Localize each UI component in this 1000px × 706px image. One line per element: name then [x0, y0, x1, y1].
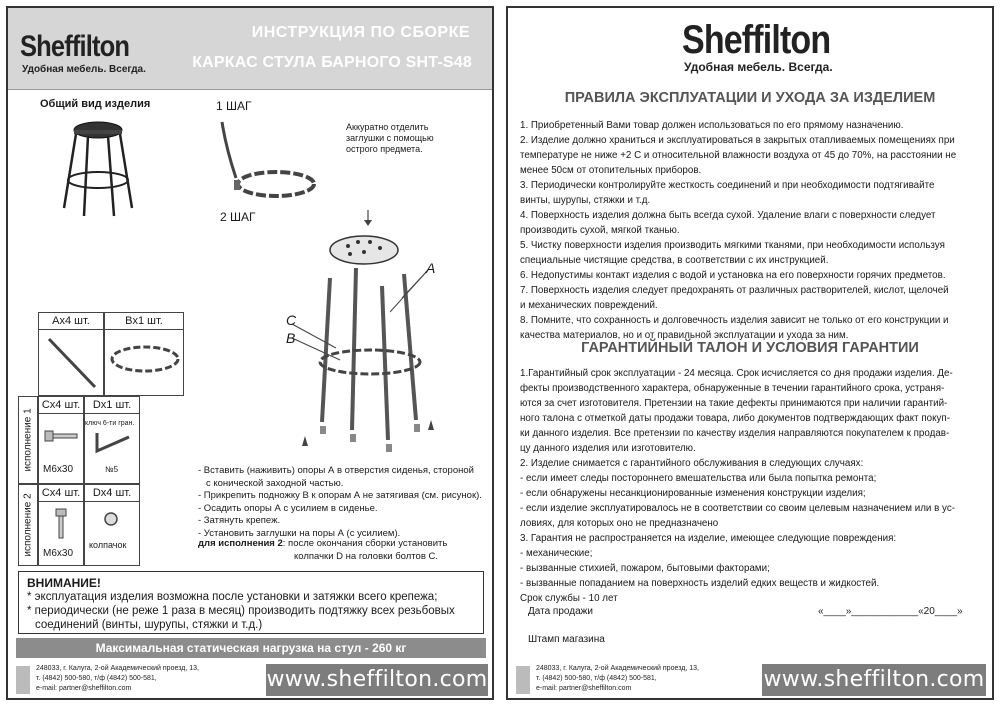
- rule-line: 6. Недопустимы контакт изделия с водой и установка на его поверхности горячих предметов.: [520, 270, 946, 281]
- brand-tagline: Удобная мебель. Всегда.: [22, 64, 146, 75]
- address-line: 248033, г. Калуга, 2-ой Академический проезд, 13,: [36, 665, 199, 672]
- assembly-instructions: [198, 465, 488, 540]
- guarantee-line: - механические;: [520, 548, 593, 559]
- instruction-line: - Осадить опоры А с усилием в сиденье.: [198, 502, 378, 514]
- variant-1-label: [18, 396, 38, 484]
- guarantee-line: фекты производственного характера, обнаруженные в течении гарантийного срока, устраня-: [520, 383, 945, 394]
- website-link[interactable]: www.sheffilton.com: [266, 664, 488, 696]
- guarantee-line: - если обнаружены несанкционированные изменения конструкции изделия;: [520, 488, 866, 499]
- step2-image: [278, 208, 448, 468]
- rule-line: 8. Помните, что сохранность и долговечность изделия зависит не только от его конструкции и: [520, 315, 949, 326]
- rule-line: менее 50см от отопительных приборов.: [520, 165, 702, 176]
- step1-note-line: Аккуратно отделить: [346, 122, 429, 132]
- rule-line: 1. Приобретенный Вами товар должен использоваться по его прямому назначению.: [520, 120, 904, 131]
- step2-label: 2 ШАГ: [220, 210, 256, 224]
- rule-line: температуре не ниже +2 С и относительной влажности воздуха от 45 до 70%, на расстоянии не: [520, 150, 957, 161]
- part-c2-cell: [38, 484, 84, 566]
- stamp-label: Штамп магазина: [528, 634, 605, 645]
- part-a-label: Ax4 шт.: [39, 313, 103, 330]
- guarantee-line: - если имеет следы постороннего вмешательства или была попытка ремонта;: [520, 473, 877, 484]
- rule-line: 3. Периодически контролируйте жесткость соединений и при необходимости подтягивайте: [520, 180, 935, 191]
- rule-line: 4. Поверхность изделия должна быть всегда сухой. Удаление влаги с поверхности следует: [520, 210, 936, 221]
- rule-line: 2. Изделие должно храниться и эксплуатироваться в закрытых отапливаемых помещениях при: [520, 135, 955, 146]
- part-b-cell: [104, 312, 184, 396]
- instruction-line: - Затянуть крепеж.: [198, 515, 281, 526]
- rule-line: 5. Чистку поверхности изделия производить мягкими тканями, при необходимости используя: [520, 240, 945, 251]
- rule-line: производить сухой, мягкой тканью.: [520, 225, 680, 236]
- guarantee-line: - вызванные попаданием на поверхность изделий едких веществ и жидкостей.: [520, 578, 880, 589]
- variant2-bold: для исполнения 2: [198, 538, 283, 549]
- cap-icon: [101, 509, 121, 529]
- rule-line: специальные чистящие средства, в соответствии с их инструкцией.: [520, 255, 829, 266]
- bolt-icon: [53, 507, 69, 541]
- guarantee-line: 1.Гарантийный срок эксплуатации - 24 месяца. Срок исчисляется со дня продажи изделия. Де-: [520, 368, 953, 379]
- rules-guarantee-page: [506, 6, 994, 700]
- part-d2-cell: [84, 484, 140, 566]
- step1-image: [218, 118, 318, 202]
- brand-tagline: Удобная мебель. Всегда.: [684, 60, 833, 74]
- max-load-banner: Максимальная статическая нагрузка на стул - 260 кг: [16, 638, 486, 658]
- guarantee-line: ки данного изделия. Все претензии по качеству изделия направляются покупателем к продав-: [520, 428, 950, 439]
- part-a-cell: [38, 312, 104, 396]
- guarantee-line: - вызванные стихией, пожаром, бытовыми факторами;: [520, 563, 770, 574]
- guarantee-line: - если изделие эксплуатировалось не в соответствии со своим целевым назначением или в ус-: [520, 503, 955, 514]
- address-line: т. (4842) 500-580, т/ф (4842) 500-581,: [36, 675, 157, 682]
- warning-line: * эксплуатация изделия возможна после установки и затяжки всего крепежа;: [27, 591, 438, 603]
- rules-list: [520, 118, 984, 343]
- address-line: 248033, г. Калуга, 2-ой Академический проезд, 13,: [536, 665, 699, 672]
- variant2-text: колпачки D на головки болтов С.: [294, 550, 439, 562]
- rule-line: качества материалов, но и от правильной эксплуатации и ухода за ним.: [520, 330, 849, 341]
- variant-2-label: [18, 484, 38, 566]
- warning-line: * периодически (не реже 1 раза в месяц) производить подтяжку всех резьбовых: [27, 605, 455, 617]
- bolt-size-label: М6х30: [43, 464, 74, 475]
- rule-line: и механических повреждений.: [520, 300, 658, 311]
- part-c1-cell: [38, 396, 84, 484]
- website-link[interactable]: www.sheffilton.com: [762, 664, 986, 696]
- key-note: ключ 6-ти гран.: [85, 420, 135, 427]
- part-b-label: Bx1 шт.: [105, 313, 183, 330]
- instruction-line: - Прикрепить подножку В к опорам А не затягивая (см. рисунок).: [198, 490, 482, 501]
- guarantee-line: ловиях, для которых оно не предназначено: [520, 518, 719, 529]
- footer-mark: [516, 666, 530, 694]
- part-d1-cell: [84, 396, 140, 484]
- key-number: №5: [105, 465, 119, 474]
- assembly-instruction-page: [6, 6, 494, 700]
- footer-address: [36, 664, 236, 694]
- bolt-size-label: М6х30: [43, 548, 74, 559]
- address-line: e-mail: partner@sheffilton.com: [536, 685, 632, 692]
- part-d2-label: Dx4 шт.: [85, 485, 139, 502]
- instruction-line: с конической заходной частью.: [206, 477, 344, 489]
- variant-2-text: исполнение 2: [22, 493, 34, 557]
- rules-title: ПРАВИЛА ЭКСПЛУАТАЦИИ И УХОДА ЗА ИЗДЕЛИЕМ: [564, 90, 936, 106]
- step1-note: [346, 122, 434, 155]
- tube-icon: [45, 335, 99, 391]
- warning-title: ВНИМАНИЕ!: [27, 576, 101, 590]
- variant-1-text: исполнение 1: [22, 408, 34, 472]
- warning-box: [18, 571, 484, 634]
- cap-label: колпачок: [89, 540, 127, 550]
- parts-table: [18, 312, 184, 566]
- stool-overview-image: [58, 116, 138, 222]
- marker-c: C: [286, 312, 297, 328]
- guarantee-line: 2. Изделие снимается с гарантийного обслуживания в следующих случаях:: [520, 458, 864, 469]
- rule-line: винты, шурупы, стяжки и т.д.: [520, 195, 651, 206]
- variant2-text: : после окончания сборки установить: [282, 538, 448, 549]
- brand-logo: Sheffilton: [682, 18, 831, 62]
- step1-label: 1 ШАГ: [216, 99, 252, 113]
- marker-a: A: [426, 260, 436, 276]
- guarantee-line: ются за счет изготовителя. Претензии на такие дефекты принимаются при наличии гарантий-: [520, 398, 948, 409]
- hex-key-icon: [93, 429, 133, 459]
- instruction-line: - Вставить (наживить) опоры А в отверстия сиденья, стороной: [198, 465, 474, 476]
- page-title: ИНСТРУКЦИЯ ПО СБОРКЕ: [251, 24, 470, 41]
- guarantee-text: [520, 366, 984, 606]
- part-d1-label: Dx1 шт.: [85, 397, 139, 414]
- instruction-line: - Установить заглушки на поры А (с усилием).: [198, 527, 401, 539]
- step1-note-line: острого предмета.: [346, 144, 423, 154]
- variant2-note: [198, 538, 488, 563]
- brand-logo: Sheffilton: [20, 30, 130, 63]
- guarantee-line: 3. Гарантия не распространяется на изделие, имеющее следующие повреждения:: [520, 533, 897, 544]
- address-line: e-mail: partner@sheffilton.com: [36, 685, 132, 692]
- warning-line: соединений (винты, шурупы, стяжки и т.д.): [35, 619, 263, 631]
- guarantee-line: ного талона с отметкой даты продажи товара, либо документов подтверждающих факт покуп-: [520, 413, 950, 424]
- sale-date-label: Дата продажи: [528, 606, 593, 617]
- guarantee-title: ГАРАНТИЙНЫЙ ТАЛОН И УСЛОВИЯ ГАРАНТИИ: [581, 340, 919, 356]
- part-c1-label: Cx4 шт.: [39, 397, 83, 414]
- product-title: КАРКАС СТУЛА БАРНОГО SHT-S48: [192, 54, 472, 71]
- guarantee-line: цу данного изделия или изготовителю.: [520, 443, 696, 454]
- footer-address: [536, 664, 736, 694]
- footrest-ring-icon: [109, 339, 181, 379]
- guarantee-line: Срок службы - 10 лет: [520, 593, 618, 604]
- bolt-icon: [43, 427, 81, 445]
- sale-date-field[interactable]: «____»____________«20____»: [818, 606, 963, 617]
- part-c2-label: Cx4 шт.: [39, 485, 83, 502]
- step1-note-line: заглушки с помощью: [346, 133, 434, 143]
- left-header: [8, 8, 492, 90]
- address-line: т. (4842) 500-580, т/ф (4842) 500-581,: [536, 675, 657, 682]
- overview-label: Общий вид изделия: [40, 98, 151, 110]
- rule-line: 7. Поверхность изделия следует предохранять от различных растворителей, кислот, щелочей: [520, 285, 949, 296]
- footer-mark: [16, 666, 30, 694]
- marker-b: B: [286, 330, 296, 346]
